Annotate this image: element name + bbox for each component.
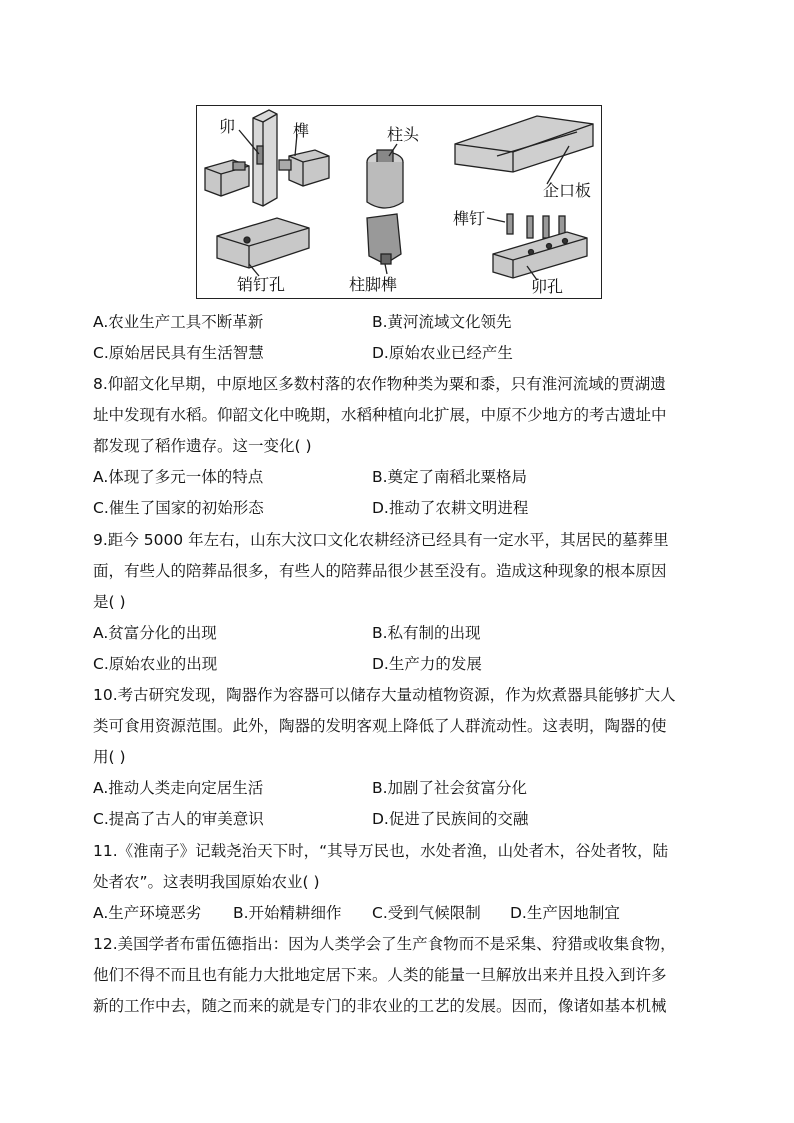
q8-option-a: A.体现了多元一体的特点 [93, 468, 264, 486]
q9-option-c: C.原始农业的出现 [93, 655, 218, 673]
label-zhujiaosun: 柱脚榫 [349, 275, 398, 294]
q9-stem-line-1: 9.距今 5000 年左右，山东大汶口文化农耕经济已经具有一定水平，其居民的墓葬里 [93, 531, 669, 549]
q10-stem-line-1: 10.考古研究发现，陶器作为容器可以储存大量动植物资源，作为炊煮器具能够扩大人 [93, 686, 676, 704]
label-xiaodingkong: 销钉孔 [237, 275, 286, 294]
label-qikouban: 企口板 [543, 181, 592, 200]
q9-option-a: A.贫富分化的出现 [93, 624, 217, 642]
q7-option-d: D.原始农业已经产生 [372, 344, 513, 362]
q12-stem-line-3: 新的工作中去，随之而来的就是专门的非农业的工艺的发展。因而，像诸如基本机械 [93, 997, 667, 1015]
q10-option-b: B.加剧了社会贫富分化 [372, 779, 528, 797]
q11-stem-line-1: 11.《淮南子》记载尧治天下时，“其导万民也，水处者渔，山处者木，谷处者牧，陆 [93, 842, 669, 860]
q9-stem-line-2: 面，有些人的陪葬品很多，有些人的陪葬品很少甚至没有。造成这种现象的根本原因 [93, 562, 667, 580]
q11-option-a: A.生产环境恶劣 [93, 904, 202, 922]
q8-option-d: D.推动了农耕文明进程 [372, 499, 529, 517]
q7-option-c: C.原始居民具有生活智慧 [93, 344, 264, 362]
q7-option-a: A.农业生产工具不断革新 [93, 313, 264, 331]
q11-option-b: B.开始精耕细作 [233, 904, 342, 922]
q11-stem-line-2: 处者农”。这表明我国原始农业( ) [93, 873, 320, 891]
q8-stem-line-3: 都发现了稻作遗存。这一变化( ) [93, 437, 312, 455]
q10-option-c: C.提高了古人的审美意识 [93, 810, 264, 828]
label-sunding: 榫钉 [453, 209, 486, 228]
label-zhutou: 柱头 [387, 125, 420, 144]
label-mao: 卯 [219, 117, 236, 136]
mortise-tenon-figure [196, 105, 602, 299]
q7-option-b: B.黄河流域文化领先 [372, 313, 512, 331]
q10-stem-line-2: 类可食用资源范围。此外，陶器的发明客观上降低了人群流动性。这表明，陶器的使 [93, 717, 667, 735]
q11-option-c: C.受到气候限制 [372, 904, 481, 922]
q8-stem-line-2: 址中发现有水稻。仰韶文化中晚期，水稻种植向北扩展，中原不少地方的考古遗址中 [93, 406, 667, 424]
label-maokong: 卯孔 [531, 277, 564, 296]
q9-option-b: B.私有制的出现 [372, 624, 481, 642]
label-sun: 榫 [293, 121, 310, 140]
q9-option-d: D.生产力的发展 [372, 655, 482, 673]
q12-stem-line-1: 12.美国学者布雷伍德指出：因为人类学会了生产食物而不是采集、狩猎或收集食物， [93, 935, 676, 953]
q10-stem-line-3: 用( ) [93, 748, 126, 766]
q8-option-c: C.催生了国家的初始形态 [93, 499, 264, 517]
q10-option-a: A.推动人类走向定居生活 [93, 779, 264, 797]
q12-stem-line-2: 他们不得不而且也有能力大批地定居下来。人类的能量一旦解放出来并且投入到许多 [93, 966, 667, 984]
q8-option-b: B.奠定了南稻北粟格局 [372, 468, 528, 486]
q9-stem-line-3: 是( ) [93, 593, 126, 611]
q10-option-d: D.促进了民族间的交融 [372, 810, 529, 828]
q11-option-d: D.生产因地制宜 [510, 904, 620, 922]
q8-stem-line-1: 8.仰韶文化早期，中原地区多数村落的农作物种类为粟和黍，只有淮河流域的贾湖遗 [93, 375, 666, 393]
